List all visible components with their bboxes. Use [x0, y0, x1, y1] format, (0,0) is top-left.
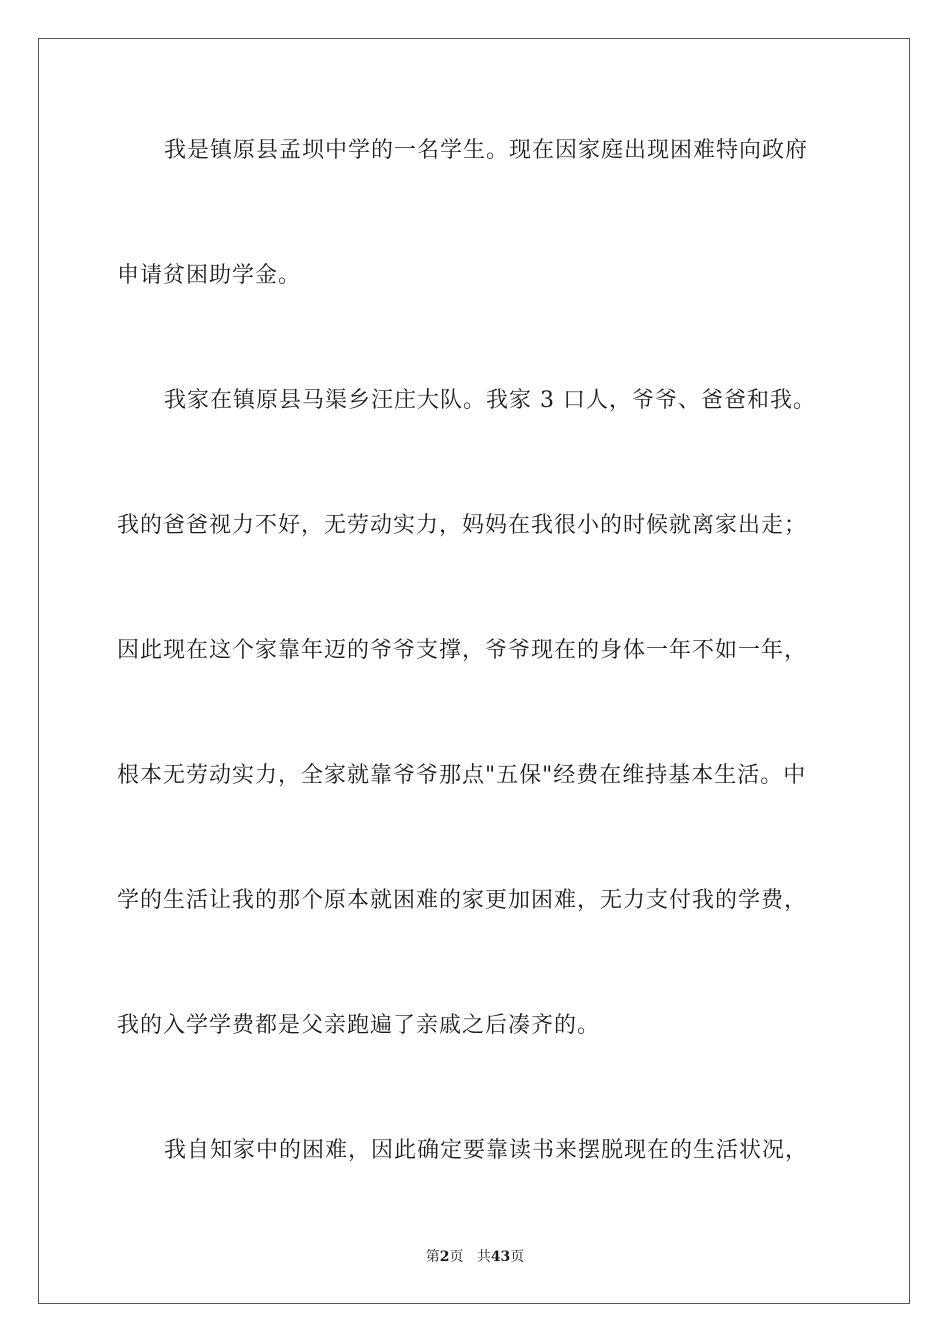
footer-total-prefix: 共	[476, 1249, 491, 1265]
paragraph-line: 根本无劳动实力，全家就靠爷爷那点"五保"经费在维持基本生活。中	[117, 763, 807, 788]
current-page-number: 2	[439, 1249, 450, 1265]
paragraph-line: 申请贫困助学金。	[117, 263, 302, 288]
footer-prefix: 第	[425, 1249, 440, 1265]
page-border	[38, 38, 910, 1304]
paragraph-line: 我家在镇原县马渠乡汪庄大队。我家 3 口人，爷爷、爸爸和我。	[164, 388, 816, 413]
paragraph-line: 我的爸爸视力不好，无劳动实力，妈妈在我很小的时候就离家出走；	[117, 513, 808, 538]
page-number-footer	[0, 1247, 950, 1267]
paragraph-line: 学的生活让我的那个原本就困难的家更加困难，无力支付我的学费，	[117, 888, 808, 913]
paragraph-line: 我是镇原县孟坝中学的一名学生。现在因家庭出现困难特向政府	[164, 138, 809, 163]
footer-total-suffix: 页	[510, 1249, 525, 1265]
paragraph-line: 我自知家中的困难，因此确定要靠读书来摆脱现在的生活状况，	[164, 1138, 809, 1163]
paragraph-line: 因此现在这个家靠年迈的爷爷支撑，爷爷现在的身体一年不如一年，	[117, 638, 808, 663]
paragraph-line: 我的入学学费都是父亲跑遍了亲戚之后凑齐的。	[117, 1013, 601, 1038]
footer-page-suffix: 页	[449, 1249, 464, 1265]
total-pages-number: 43	[490, 1249, 511, 1265]
